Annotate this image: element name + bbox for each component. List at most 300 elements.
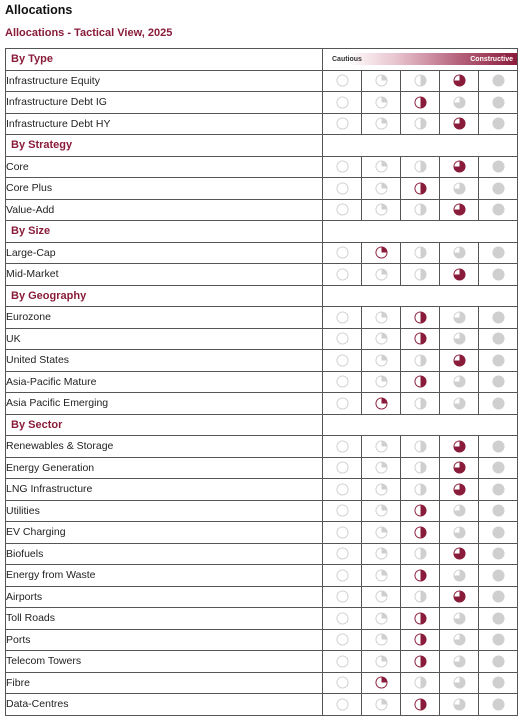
- table-row: [6, 350, 518, 372]
- level-2-cell: [362, 543, 401, 565]
- empty-circle-icon: [336, 504, 349, 517]
- table-row: [6, 156, 518, 178]
- table-row: [6, 500, 518, 522]
- level-5-cell: [479, 694, 518, 716]
- three-quarter-circle-icon: [453, 590, 466, 603]
- level-5-cell: [479, 522, 518, 544]
- row-label: Infrastructure Debt IG: [6, 92, 323, 114]
- empty-circle-icon: [336, 182, 349, 195]
- section-title: By Strategy: [6, 135, 323, 157]
- quarter-circle-icon: [375, 397, 388, 410]
- level-2-cell: [362, 92, 401, 114]
- row-label: Renewables & Storage: [6, 436, 323, 458]
- half-circle-icon: [414, 590, 427, 603]
- level-1-cell: [323, 543, 362, 565]
- half-circle-icon: [414, 74, 427, 87]
- level-2-cell: [362, 156, 401, 178]
- row-label: EV Charging: [6, 522, 323, 544]
- half-circle-icon: [414, 504, 427, 517]
- level-3-cell: [401, 113, 440, 135]
- level-2-cell: [362, 393, 401, 415]
- empty-circle-icon: [336, 96, 349, 109]
- table-row: [6, 629, 518, 651]
- quarter-circle-icon: [375, 160, 388, 173]
- empty-circle-icon: [336, 547, 349, 560]
- full-circle-icon: [492, 504, 505, 517]
- table-row: [6, 651, 518, 673]
- level-4-cell: [440, 92, 479, 114]
- row-label: Eurozone: [6, 307, 323, 329]
- level-3-cell: [401, 393, 440, 415]
- full-circle-icon: [492, 203, 505, 216]
- three-quarter-circle-icon: [453, 354, 466, 367]
- level-4-cell: [440, 565, 479, 587]
- empty-circle-icon: [336, 397, 349, 410]
- row-label: Fibre: [6, 672, 323, 694]
- level-3-cell: [401, 264, 440, 286]
- level-4-cell: [440, 113, 479, 135]
- half-circle-icon: [414, 569, 427, 582]
- level-1-cell: [323, 393, 362, 415]
- table-row: [6, 178, 518, 200]
- three-quarter-circle-icon: [453, 203, 466, 216]
- level-3-cell: [401, 694, 440, 716]
- full-circle-icon: [492, 526, 505, 539]
- level-2-cell: [362, 608, 401, 630]
- full-circle-icon: [492, 311, 505, 324]
- level-4-cell: [440, 457, 479, 479]
- page-subtitle: Allocations - Tactical View, 2025: [5, 27, 173, 39]
- empty-circle-icon: [336, 440, 349, 453]
- empty-circle-icon: [336, 332, 349, 345]
- row-label: United States: [6, 350, 323, 372]
- level-5-cell: [479, 371, 518, 393]
- level-1-cell: [323, 479, 362, 501]
- three-quarter-circle-icon: [453, 633, 466, 646]
- level-5-cell: [479, 586, 518, 608]
- level-4-cell: [440, 608, 479, 630]
- section-header-row: [6, 49, 518, 71]
- level-3-cell: [401, 328, 440, 350]
- full-circle-icon: [492, 698, 505, 711]
- half-circle-icon: [414, 268, 427, 281]
- empty-circle-icon: [336, 117, 349, 130]
- empty-circle-icon: [336, 375, 349, 388]
- level-3-cell: [401, 371, 440, 393]
- three-quarter-circle-icon: [453, 160, 466, 173]
- three-quarter-circle-icon: [453, 676, 466, 689]
- level-2-cell: [362, 479, 401, 501]
- level-4-cell: [440, 522, 479, 544]
- level-1-cell: [323, 350, 362, 372]
- level-3-cell: [401, 672, 440, 694]
- full-circle-icon: [492, 397, 505, 410]
- level-2-cell: [362, 328, 401, 350]
- empty-circle-icon: [336, 633, 349, 646]
- full-circle-icon: [492, 569, 505, 582]
- quarter-circle-icon: [375, 440, 388, 453]
- level-1-cell: [323, 156, 362, 178]
- level-1-cell: [323, 113, 362, 135]
- level-1-cell: [323, 264, 362, 286]
- half-circle-icon: [414, 698, 427, 711]
- row-label: Toll Roads: [6, 608, 323, 630]
- table-row: [6, 694, 518, 716]
- level-3-cell: [401, 70, 440, 92]
- level-1-cell: [323, 70, 362, 92]
- level-3-cell: [401, 479, 440, 501]
- row-label: Core Plus: [6, 178, 323, 200]
- empty-circle-icon: [336, 246, 349, 259]
- half-circle-icon: [414, 612, 427, 625]
- row-label: Large-Cap: [6, 242, 323, 264]
- row-label: Value-Add: [6, 199, 323, 221]
- section-spacer: [323, 285, 518, 307]
- level-1-cell: [323, 522, 362, 544]
- table-row: [6, 586, 518, 608]
- row-label: Infrastructure Debt HY: [6, 113, 323, 135]
- table-row: [6, 199, 518, 221]
- level-4-cell: [440, 543, 479, 565]
- quarter-circle-icon: [375, 698, 388, 711]
- level-5-cell: [479, 328, 518, 350]
- three-quarter-circle-icon: [453, 74, 466, 87]
- level-4-cell: [440, 156, 479, 178]
- level-4-cell: [440, 586, 479, 608]
- three-quarter-circle-icon: [453, 332, 466, 345]
- level-4-cell: [440, 629, 479, 651]
- level-1-cell: [323, 629, 362, 651]
- full-circle-icon: [492, 74, 505, 87]
- full-circle-icon: [492, 440, 505, 453]
- half-circle-icon: [414, 440, 427, 453]
- level-4-cell: [440, 393, 479, 415]
- table-row: [6, 479, 518, 501]
- level-3-cell: [401, 178, 440, 200]
- level-2-cell: [362, 264, 401, 286]
- level-1-cell: [323, 199, 362, 221]
- level-3-cell: [401, 608, 440, 630]
- half-circle-icon: [414, 397, 427, 410]
- row-label: Core: [6, 156, 323, 178]
- level-3-cell: [401, 92, 440, 114]
- level-2-cell: [362, 522, 401, 544]
- quarter-circle-icon: [375, 182, 388, 195]
- quarter-circle-icon: [375, 268, 388, 281]
- level-4-cell: [440, 264, 479, 286]
- level-1-cell: [323, 371, 362, 393]
- half-circle-icon: [414, 375, 427, 388]
- row-label: UK: [6, 328, 323, 350]
- row-label: Energy Generation: [6, 457, 323, 479]
- empty-circle-icon: [336, 461, 349, 474]
- level-2-cell: [362, 242, 401, 264]
- full-circle-icon: [492, 676, 505, 689]
- table-row: [6, 307, 518, 329]
- table-row: [6, 264, 518, 286]
- row-label: Asia Pacific Emerging: [6, 393, 323, 415]
- level-5-cell: [479, 199, 518, 221]
- half-circle-icon: [414, 354, 427, 367]
- level-3-cell: [401, 651, 440, 673]
- level-5-cell: [479, 264, 518, 286]
- empty-circle-icon: [336, 354, 349, 367]
- level-1-cell: [323, 672, 362, 694]
- allocations-table: [5, 48, 518, 716]
- empty-circle-icon: [336, 612, 349, 625]
- level-2-cell: [362, 178, 401, 200]
- level-3-cell: [401, 629, 440, 651]
- row-label: Infrastructure Equity: [6, 70, 323, 92]
- half-circle-icon: [414, 182, 427, 195]
- level-4-cell: [440, 694, 479, 716]
- level-2-cell: [362, 694, 401, 716]
- level-2-cell: [362, 629, 401, 651]
- three-quarter-circle-icon: [453, 612, 466, 625]
- three-quarter-circle-icon: [453, 569, 466, 582]
- level-1-cell: [323, 307, 362, 329]
- half-circle-icon: [414, 676, 427, 689]
- level-2-cell: [362, 586, 401, 608]
- quarter-circle-icon: [375, 676, 388, 689]
- empty-circle-icon: [336, 655, 349, 668]
- table-row: [6, 608, 518, 630]
- level-3-cell: [401, 543, 440, 565]
- three-quarter-circle-icon: [453, 268, 466, 281]
- quarter-circle-icon: [375, 655, 388, 668]
- level-5-cell: [479, 543, 518, 565]
- full-circle-icon: [492, 354, 505, 367]
- level-3-cell: [401, 522, 440, 544]
- three-quarter-circle-icon: [453, 547, 466, 560]
- section-spacer: [323, 221, 518, 243]
- table-row: [6, 92, 518, 114]
- level-2-cell: [362, 199, 401, 221]
- scale-high-label: Constructive: [470, 55, 514, 63]
- level-4-cell: [440, 350, 479, 372]
- level-4-cell: [440, 651, 479, 673]
- three-quarter-circle-icon: [453, 698, 466, 711]
- level-3-cell: [401, 242, 440, 264]
- table-row: [6, 393, 518, 415]
- three-quarter-circle-icon: [453, 440, 466, 453]
- half-circle-icon: [414, 203, 427, 216]
- empty-circle-icon: [336, 698, 349, 711]
- level-2-cell: [362, 371, 401, 393]
- row-label: Ports: [6, 629, 323, 651]
- level-2-cell: [362, 457, 401, 479]
- full-circle-icon: [492, 590, 505, 603]
- level-5-cell: [479, 92, 518, 114]
- level-5-cell: [479, 479, 518, 501]
- level-4-cell: [440, 199, 479, 221]
- full-circle-icon: [492, 117, 505, 130]
- level-5-cell: [479, 242, 518, 264]
- level-3-cell: [401, 307, 440, 329]
- level-5-cell: [479, 156, 518, 178]
- empty-circle-icon: [336, 569, 349, 582]
- quarter-circle-icon: [375, 354, 388, 367]
- level-2-cell: [362, 500, 401, 522]
- level-5-cell: [479, 393, 518, 415]
- level-1-cell: [323, 694, 362, 716]
- quarter-circle-icon: [375, 526, 388, 539]
- level-5-cell: [479, 565, 518, 587]
- three-quarter-circle-icon: [453, 655, 466, 668]
- half-circle-icon: [414, 547, 427, 560]
- half-circle-icon: [414, 311, 427, 324]
- level-5-cell: [479, 629, 518, 651]
- quarter-circle-icon: [375, 375, 388, 388]
- level-4-cell: [440, 242, 479, 264]
- level-5-cell: [479, 651, 518, 673]
- table-row: [6, 457, 518, 479]
- level-4-cell: [440, 672, 479, 694]
- full-circle-icon: [492, 332, 505, 345]
- table-row: [6, 565, 518, 587]
- full-circle-icon: [492, 483, 505, 496]
- section-title: By Size: [6, 221, 323, 243]
- level-5-cell: [479, 436, 518, 458]
- quarter-circle-icon: [375, 203, 388, 216]
- empty-circle-icon: [336, 590, 349, 603]
- table-row: [6, 672, 518, 694]
- row-label: Data-Centres: [6, 694, 323, 716]
- level-3-cell: [401, 565, 440, 587]
- level-5-cell: [479, 70, 518, 92]
- scale-low-label: Cautious: [332, 55, 362, 63]
- table-row: [6, 113, 518, 135]
- full-circle-icon: [492, 655, 505, 668]
- level-1-cell: [323, 242, 362, 264]
- three-quarter-circle-icon: [453, 483, 466, 496]
- quarter-circle-icon: [375, 117, 388, 130]
- three-quarter-circle-icon: [453, 246, 466, 259]
- three-quarter-circle-icon: [453, 375, 466, 388]
- level-3-cell: [401, 350, 440, 372]
- level-1-cell: [323, 500, 362, 522]
- level-2-cell: [362, 70, 401, 92]
- level-3-cell: [401, 199, 440, 221]
- quarter-circle-icon: [375, 590, 388, 603]
- half-circle-icon: [414, 655, 427, 668]
- level-4-cell: [440, 371, 479, 393]
- section-title: By Type: [6, 49, 323, 71]
- level-1-cell: [323, 608, 362, 630]
- full-circle-icon: [492, 633, 505, 646]
- table-row: [6, 436, 518, 458]
- quarter-circle-icon: [375, 612, 388, 625]
- section-header-row: [6, 221, 518, 243]
- half-circle-icon: [414, 483, 427, 496]
- quarter-circle-icon: [375, 332, 388, 345]
- quarter-circle-icon: [375, 633, 388, 646]
- full-circle-icon: [492, 268, 505, 281]
- half-circle-icon: [414, 160, 427, 173]
- empty-circle-icon: [336, 311, 349, 324]
- half-circle-icon: [414, 332, 427, 345]
- section-spacer: [323, 135, 518, 157]
- half-circle-icon: [414, 526, 427, 539]
- three-quarter-circle-icon: [453, 504, 466, 517]
- full-circle-icon: [492, 612, 505, 625]
- level-5-cell: [479, 178, 518, 200]
- empty-circle-icon: [336, 160, 349, 173]
- level-4-cell: [440, 436, 479, 458]
- level-3-cell: [401, 436, 440, 458]
- row-label: Asia-Pacific Mature: [6, 371, 323, 393]
- level-2-cell: [362, 565, 401, 587]
- level-2-cell: [362, 672, 401, 694]
- level-2-cell: [362, 307, 401, 329]
- level-3-cell: [401, 457, 440, 479]
- level-1-cell: [323, 457, 362, 479]
- empty-circle-icon: [336, 203, 349, 216]
- level-2-cell: [362, 350, 401, 372]
- table-row: [6, 371, 518, 393]
- level-4-cell: [440, 178, 479, 200]
- row-label: Energy from Waste: [6, 565, 323, 587]
- full-circle-icon: [492, 96, 505, 109]
- page-title: Allocations: [5, 3, 73, 17]
- empty-circle-icon: [336, 268, 349, 281]
- quarter-circle-icon: [375, 547, 388, 560]
- level-1-cell: [323, 92, 362, 114]
- full-circle-icon: [492, 461, 505, 474]
- half-circle-icon: [414, 246, 427, 259]
- level-2-cell: [362, 651, 401, 673]
- full-circle-icon: [492, 160, 505, 173]
- three-quarter-circle-icon: [453, 461, 466, 474]
- row-label: Mid-Market: [6, 264, 323, 286]
- level-4-cell: [440, 500, 479, 522]
- quarter-circle-icon: [375, 461, 388, 474]
- table-row: [6, 543, 518, 565]
- table-row: [6, 242, 518, 264]
- quarter-circle-icon: [375, 311, 388, 324]
- level-2-cell: [362, 436, 401, 458]
- half-circle-icon: [414, 461, 427, 474]
- scale-gradient-bar: [328, 53, 517, 65]
- scale-cell: [323, 49, 518, 71]
- quarter-circle-icon: [375, 569, 388, 582]
- level-5-cell: [479, 350, 518, 372]
- quarter-circle-icon: [375, 504, 388, 517]
- level-4-cell: [440, 328, 479, 350]
- level-3-cell: [401, 500, 440, 522]
- empty-circle-icon: [336, 526, 349, 539]
- level-1-cell: [323, 178, 362, 200]
- full-circle-icon: [492, 246, 505, 259]
- half-circle-icon: [414, 117, 427, 130]
- section-header-row: [6, 414, 518, 436]
- row-label: Biofuels: [6, 543, 323, 565]
- section-title: By Geography: [6, 285, 323, 307]
- level-4-cell: [440, 70, 479, 92]
- empty-circle-icon: [336, 483, 349, 496]
- empty-circle-icon: [336, 676, 349, 689]
- level-4-cell: [440, 307, 479, 329]
- row-label: Utilities: [6, 500, 323, 522]
- level-1-cell: [323, 565, 362, 587]
- level-5-cell: [479, 608, 518, 630]
- level-3-cell: [401, 586, 440, 608]
- level-1-cell: [323, 436, 362, 458]
- quarter-circle-icon: [375, 74, 388, 87]
- level-5-cell: [479, 457, 518, 479]
- section-title: By Sector: [6, 414, 323, 436]
- row-label: Airports: [6, 586, 323, 608]
